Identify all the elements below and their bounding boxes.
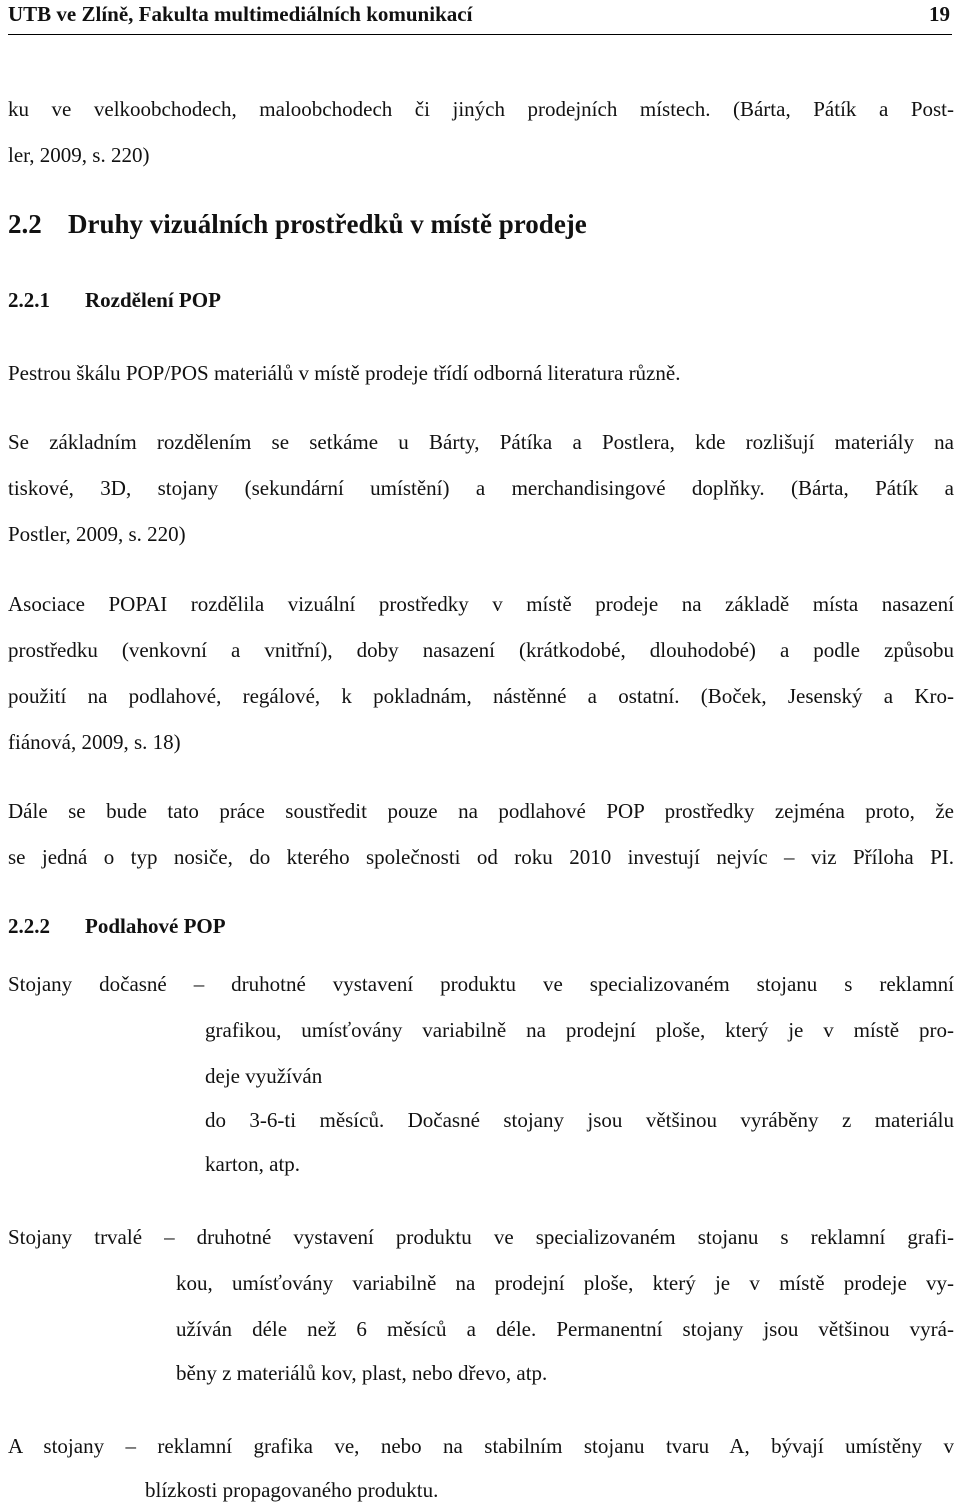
subsection-heading [8,288,221,313]
definition-line: užíván déle než 6 měsíců a déle. Permanentní stojany jsou většinou vyrá- [176,1317,954,1341]
definition-line: A stojany – reklamní grafika ve, nebo na stabilním stojanu tvaru A, bývají umístěny v [8,1434,954,1458]
definition-line: kou, umísťovány variabilně na prodejní ploše, který je v místě prodeje vy- [176,1271,954,1295]
subsection-number: 2.2.2 [8,914,50,938]
subsection-title: Podlahové POP [85,914,226,938]
definition-line: do 3-6-ti měsíců. Dočasné stojany jsou většinou vyráběny z materiálu [205,1108,954,1132]
section-number: 2.2 [8,209,42,239]
subsection-title: Rozdělení POP [85,288,221,312]
section-title: Druhy vizuálních prostředků v místě prodeje [68,209,587,239]
page-header [8,0,952,35]
text-line: tiskové, 3D, stojany (sekundární umístění) a merchandisingové doplňky. (Bárta, Pátík a [8,476,954,500]
page-number: 19 [929,2,950,26]
header-title: UTB ve Zlíně, Fakulta multimediálních komunikací [8,2,473,26]
text-line: fiánová, 2009, s. 18) [8,730,181,754]
text-line: se jedná o typ nosiče, do kterého společnosti od roku 2010 investují nejvíc – viz Příloha PI. [8,845,954,869]
definition-line: karton, atp. [205,1152,301,1176]
text-line: Postler, 2009, s. 220) [8,522,186,546]
section-heading [8,209,587,240]
text-line: použití na podlahové, regálové, k pokladnám, nástěnné a ostatní. (Boček, Jesenský a Kro- [8,684,954,708]
definition-line: Stojany dočasné – druhotné vystavení produktu ve specializovaném stojanu s reklamní [8,972,954,996]
text-line: prostředku (venkovní a vnitřní), doby nasazení (krátkodobé, dlouhodobé) a podle způsobu [8,638,954,662]
definition-line: grafikou, umísťovány variabilně na prodejní ploše, který je v místě pro- [205,1018,954,1042]
subsection-heading [8,914,226,939]
text-line: ku ve velkoobchodech, maloobchodech či jiných prodejních místech. (Bárta, Pátík a Post- [8,97,954,121]
definition-line: Stojany trvalé – druhotné vystavení produktu ve specializovaném stojanu s reklamní grafi- [8,1225,954,1249]
text-line: Se základním rozdělením se setkáme u Bárty, Pátíka a Postlera, kde rozlišují materiály na [8,430,954,454]
text-line: Dále se bude tato práce soustředit pouze na podlahové POP prostředky zejména proto, že [8,799,954,823]
text-line: Pestrou škálu POP/POS materiálů v místě prodeje třídí odborná literatura různě. [8,361,681,385]
text-line: ler, 2009, s. 220) [8,143,150,167]
definition-line: běny z materiálů kov, plast, nebo dřevo, atp. [176,1361,548,1385]
definition-line: blízkosti propagovaného produktu. [145,1478,439,1502]
subsection-number: 2.2.1 [8,288,50,312]
text-line: Asociace POPAI rozdělila vizuální prostředky v místě prodeje na základě místa nasazení [8,592,954,616]
definition-line: deje využíván [205,1064,323,1088]
